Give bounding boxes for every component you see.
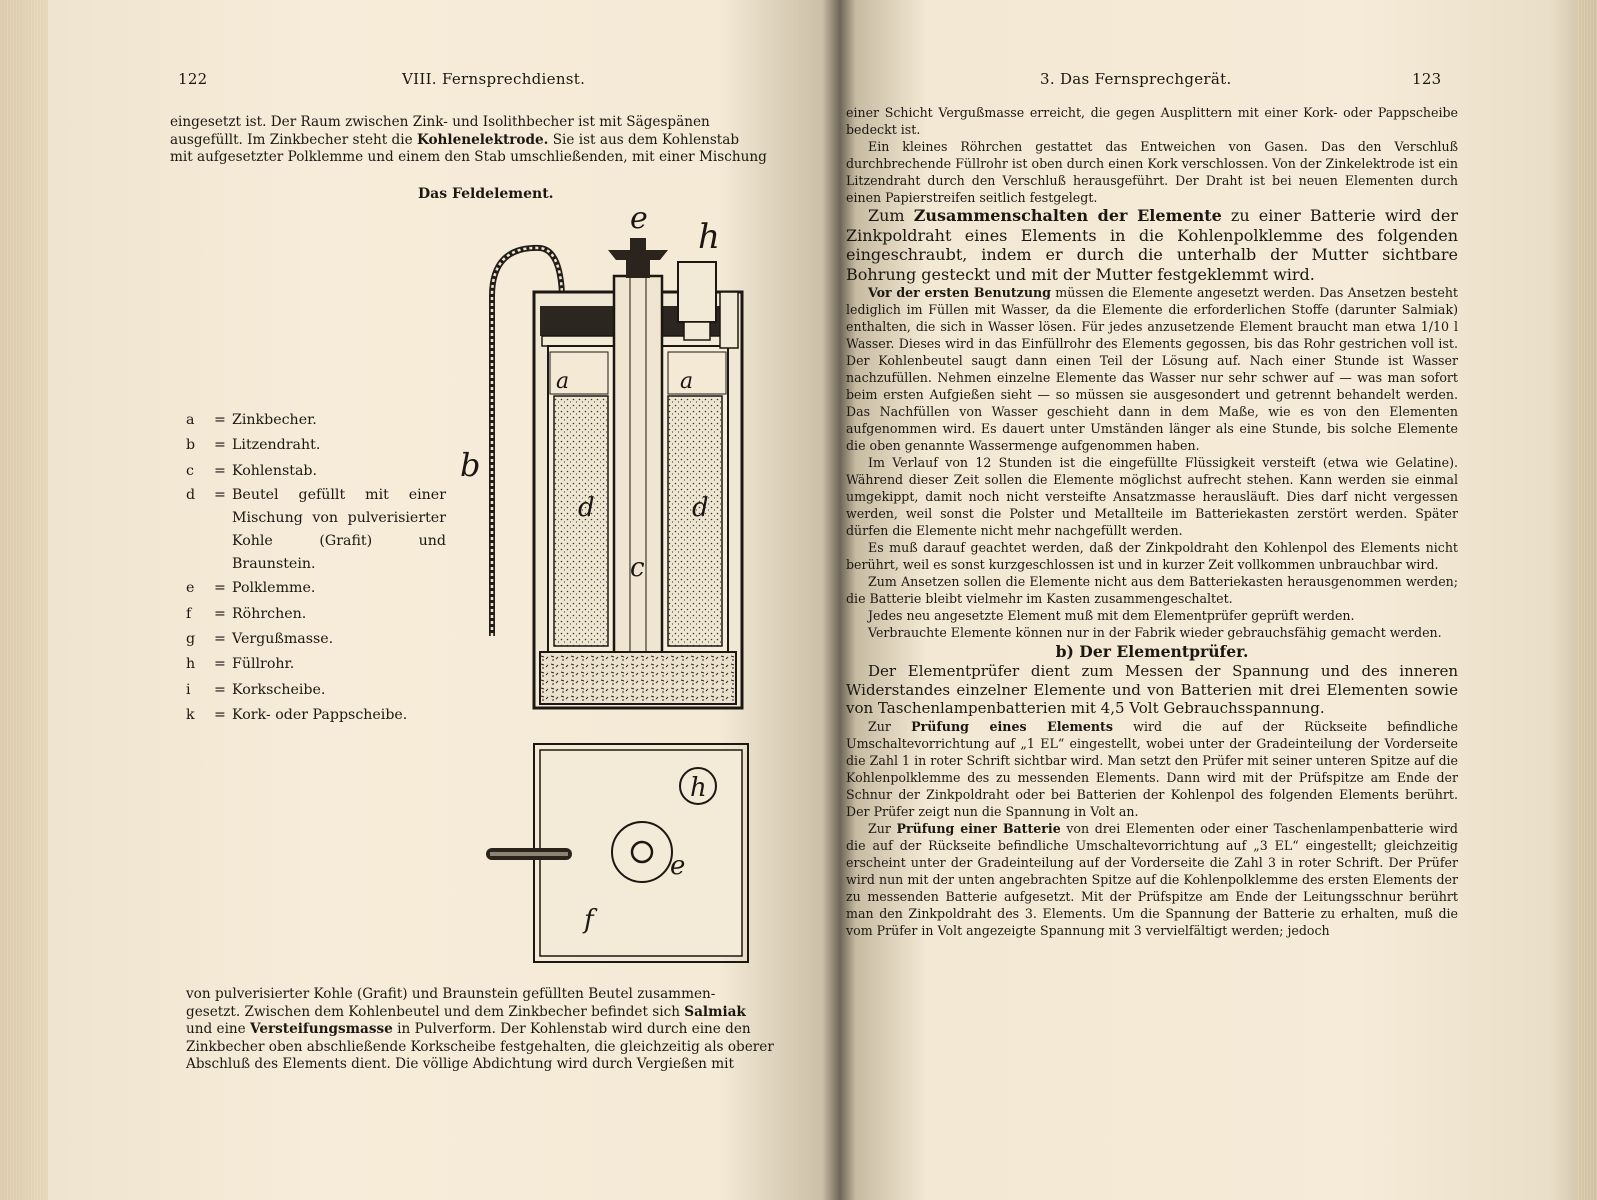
legend-item: a = Zinkbecher. [186,412,317,428]
label-a: a [556,369,570,394]
paragraph: einer Schicht Vergußmasse erreicht, die gegen Ausplittern mit einer Kork- oder Pappscheibe bedeckt ist. [846,105,1458,137]
left-running-head: VIII. Fernsprechdienst. [402,70,586,88]
paragraph: Zur Prüfung einer Batterie von drei Elementen oder einer Taschenlampenbatterie wird die auf der Rückseite befindliche Umschaltevorrichtung auf „3 EL“ eingestellt; gleichzeitig erscheint unter der Gradeinteilung auf der Vorderseite die Zahl 3 in roter Schrift. Der Prüfer wird nun mit der unten angebrachten Spitze auf die Kohlenpolklemme des ersten Elements der zu messenden Batterie aufgesetzt. Mit der Prüfspitze am Ende der Leitungsschnur berührt man den Zinkpoldraht des 3. Elements. Um die Spannung der Batterie zu erhalten, muß die vom Prüfer in Volt angezeigte Spannung mit 3 vervielfältigt werden; jedoch [846,820,1458,938]
legend-item: g = Vergußmasse. [186,631,334,648]
legend-item: k = Kork- oder Pappscheibe. [186,707,408,724]
label-e: e [670,851,686,881]
left-page-number: 122 [178,70,208,88]
paragraph: Zum Zusammenschalten der Elemente zu einer Batterie wird der Zinkpoldraht eines Elements in die Kohlenpolklemme des folgenden eingeschraubt, indem er durch die unterhalb der Mutter sichtbare Bohrung gesteckt und mit der Mutter festgeklemmt wird. [846,206,1458,284]
left-bottom-text [186,986,786,1074]
text-line: und eine Versteifungsmasse in Pulverform. Der Kohlenstab wird durch eine den [186,1021,751,1038]
paragraph: Es muß darauf geachtet werden, daß der Zinkpoldraht den Kohlenpol des Elements nicht berührt, weil es sonst kurzgeschlossen ist und in kurzer Zeit vollkommen unbrauchbar wird. [846,540,1458,573]
feldelement-cross-section [440,206,790,726]
text-line: mit aufgesetzter Polklemme und einem den Stab umschließenden, mit einer Mischung [170,149,767,166]
paragraph: Verbrauchte Elemente können nur in der Fabrik wieder gebrauchsfähig gemacht werden. [868,625,1442,641]
paragraph: Zur Prüfung eines Elements wird die auf der Rückseite befindliche Umschaltevorrichtung auf „1 EL“ eingestellt, wobei unter der Gradeinteilung der Vorderseite die Zahl 1 in roter Schrift sichtbar wird. Man setzt den Prüfer mit seiner unteren Spitze auf die Kohlenpolklemme des zu messenden Elements. Dann wird mit der Prüfspitze am Ende der Schnur der Zinkpoldraht oder bei Batterien der Kohlenpol des folgenden Elements berührt. Der Prüfer zeigt nun die Spannung in Volt an. [846,718,1459,819]
right-running-head: 3. Das Fernsprechgerät. [1040,70,1232,88]
feldelement-top-view [484,742,754,968]
label-b: b [460,446,481,484]
paragraph: Jedes neu angesetzte Element muß mit dem Elementprüfer geprüft werden. [868,608,1355,624]
label-f: f [584,905,594,935]
legend-item: b = Litzendraht. [186,437,321,454]
label-h: h [698,217,720,257]
left-page-edges [0,0,48,1200]
label-a: a [680,369,694,394]
text-line: gesetzt. Zwischen dem Kohlenbeutel und dem Zinkbecher befindet sich Salmiak [186,1003,746,1020]
text-line: ausgefüllt. Im Zinkbecher steht die Kohlenelektrode. Sie ist aus dem Kohlenstab [170,131,740,148]
paragraph: Ein kleines Röhrchen gestattet das Entweichen von Gasen. Das den Verschluß durchbrechende Füllrohr ist oben durch einen Kork verschlossen. Von der Zinkelektrode ist ein Litzendraht durch den Verschluß herausgeführt. Der Draht ist bei neuen Elementen durch einen Papierstreifen seitlich festgelegt. [846,139,1458,205]
figure-legend [186,408,446,729]
label-c: c [630,553,645,583]
left-top-text [170,114,782,167]
legend-item: h = Füllrohr. [186,656,295,673]
label-e: e [630,206,648,236]
legend-item: d = Beutel gefüllt mit einer Mischung von pulverisierter Kohle (Grafit) und Braunstein. [186,487,446,573]
right-page-edges [1577,0,1597,1200]
legend-item: i = Korkscheibe. [186,681,326,698]
label-d: d [692,493,709,523]
text-line: von pulverisierter Kohle (Grafit) und Braunstein gefüllten Beutel zusammen- [186,986,716,1002]
text-line: eingesetzt ist. Der Raum zwischen Zink- und Isolithbecher ist mit Sägespänen [170,114,710,130]
text-line: Zinkbecher oben abschließende Korkscheibe festgehalten, die gleichzeitig als oberer [186,1038,774,1055]
section-heading: b) Der Elementprüfer. [1055,642,1249,662]
legend-item: e = Polklemme. [186,580,316,597]
right-page-number: 123 [1412,70,1442,88]
legend-item: c = Kohlenstab. [186,462,317,479]
paragraph: Der Elementprüfer dient zum Messen der Spannung und des inneren Widerstandes einzelner Elemente und von Batterien mit drei Elementen sowie von Taschenlampenbatterien mit 4,5 Volt Gebrauchsspannung. [846,662,1458,718]
label-h: h [690,773,707,803]
figure-title: Das Feldelement. [418,186,554,202]
legend-item: f = Röhrchen. [186,605,307,622]
paragraph: Zum Ansetzen sollen die Elemente nicht aus dem Batteriekasten herausgenommen werden; die Batterie bleibt vielmehr im Kasten zusammengeschaltet. [846,574,1458,607]
label-d: d [578,493,595,523]
paragraph: Vor der ersten Benutzung müssen die Elemente angesetzt werden. Das Ansetzen besteht lediglich im Füllen mit Wasser, da die Elemente die erforderlichen Stoffe (darunter Salmiak) enthalten, die sich in Wasser lösen. Für jedes anzusetzende Element braucht man etwa 1/10 l Wasser. Dieses wird in das Einfüllrohr des Elements gegossen, bis das Rohr gestrichen voll ist. Der Kohlenbeutel saugt dann einen Teil der Lösung auf. Nach einer Stunde ist Wasser nachzufüllen. Nehmen einzelne Elemente das Wasser nur sehr schwer auf — was man sofort beim ersten Aufgießen sieht — so müssen sie ausgesondert und getrennt behandelt werden. Das Nachfüllen von Wasser geschieht dann in dem Maße, wie es von den Elementen aufgenommen wird. Es dauert unter Umständen länger als eine Stunde, bis solche Elemente die oben genannte Wassermenge aufgenommen haben. [846,285,1458,454]
right-page-text [846,104,1458,939]
paragraph: Im Verlauf von 12 Stunden ist die eingefüllte Flüssigkeit versteift (etwa wie Gelatine). Während dieser Zeit sollen die Elemente möglichst aufrecht stehen. Kann werden sie einmal umgekippt, damit noch nicht versteifte Ansatzmasse herausläuft. Dies darf nicht vergessen werden, weil sonst die Polster und Metallteile im Batteriekasten zerstört werden. Später dürfen die Elemente nicht mehr nachgefüllt werden. [846,455,1458,539]
text-line: Abschluß des Elements dient. Die völlige Abdichtung wird durch Vergießen mit [186,1056,734,1073]
